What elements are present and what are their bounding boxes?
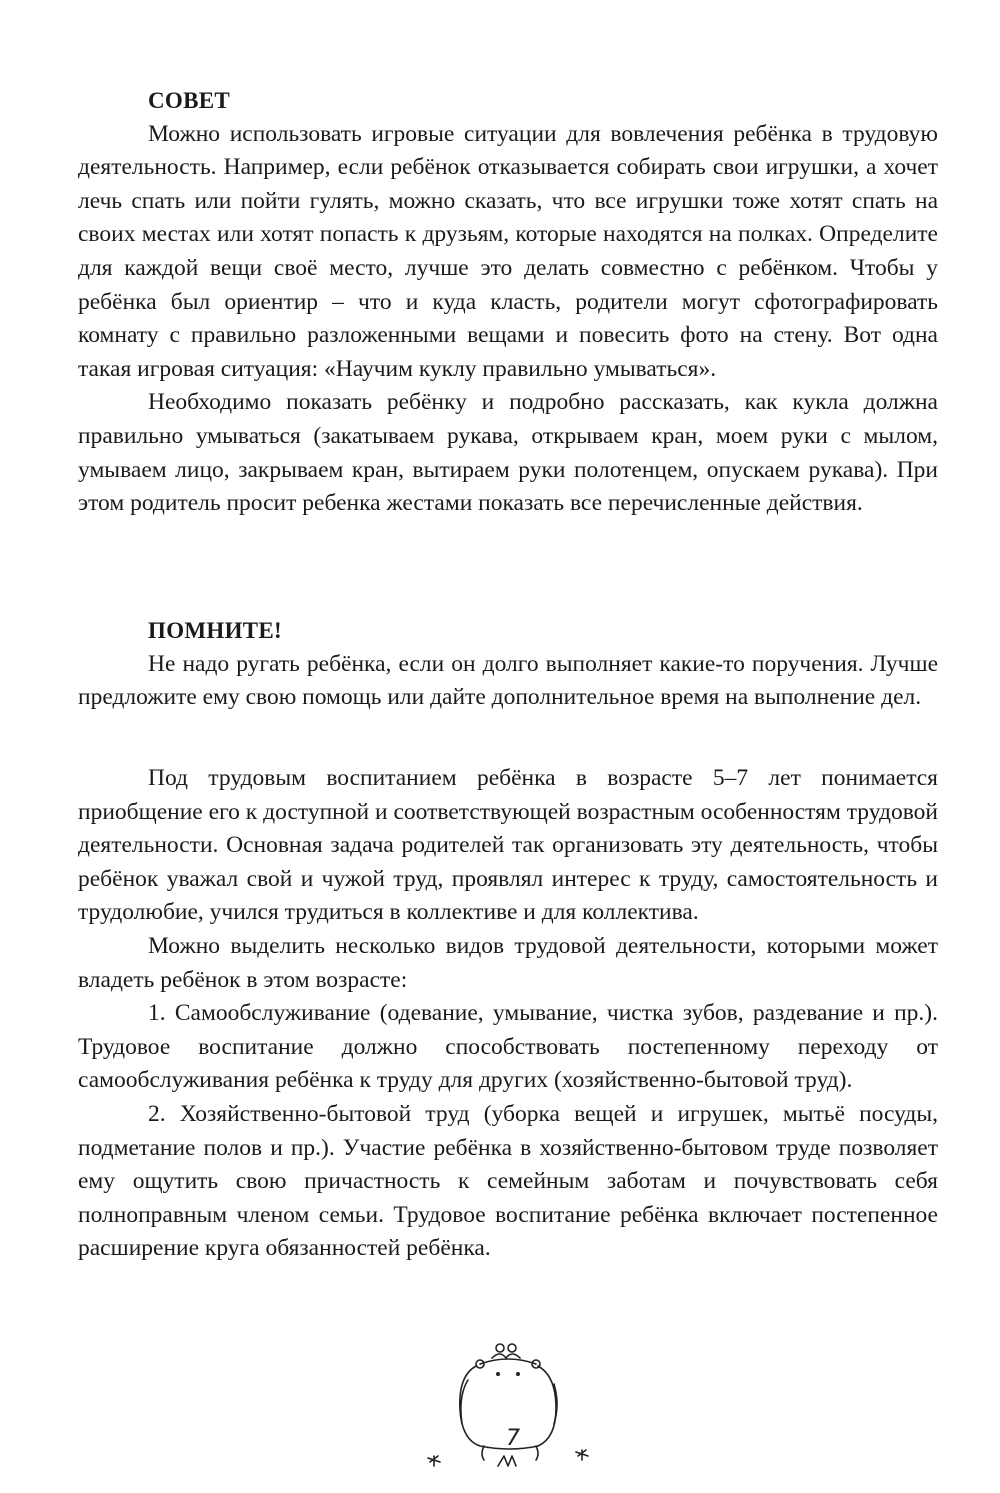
tip-heading: СОВЕТ (148, 88, 231, 113)
page-number: 7 (506, 1426, 520, 1451)
body-paragraph: Под трудовым воспитанием ребёнка в возрасте 5–7 лет понимается приобщение его к доступной и соответствующей возрастным особенностям трудовой деятельности. Основная задача родителей так организовать эту деятельность, чтобы ребёнок уважал свой и чужой труд, проявлял интерес к труду, самостоятельность и трудолюбие, учился трудиться в коллективе и для коллектива. (78, 765, 938, 926)
remember-section (78, 614, 938, 715)
tip-paragraph: Необходимо показать ребёнку и подробно рассказать, как кукла должна правильно умываться (закатываем рукава, открываем кран, моем руки с мылом, умываем лицо, закрываем кран, вытираем руки полотенцем, опускаем рукава). При этом родитель просит ребенка жестами показать все перечисленные действия. (78, 389, 938, 517)
frog-purse-doodle-icon (418, 1340, 598, 1480)
tip-section (78, 84, 938, 521)
tip-paragraph: Можно использовать игровые ситуации для вовлечения ребёнка в трудовую деятельность. Например, если ребёнок отказывается собирать свои игрушки, а хочет лечь спать или пойти гулять, можно сказать, что все игрушки тоже хотят спать на своих местах или хотят попасть к друзьям, которые находятся на полках. Определите для каждой вещи своё место, лучше это делать совместно с ребёнком. Чтобы у ребёнка был ориентир – что и куда класть, родители могут сфотографировать комнату с правильно разложенными вещами и повесить фото на стену. Вот одна такая игровая ситуация: «Научим куклу правильно умываться». (78, 120, 938, 382)
body-paragraph: Можно выделить несколько видов трудовой деятельности, которыми может владеть ребёнок в этом возрасте: (78, 932, 938, 993)
main-text-section (78, 762, 938, 1266)
list-item: 2. Хозяйственно-бытовой труд (уборка вещей и игрушек, мытьё посуды, подметание полов и пр.). Участие ребёнка в хозяйственно-бытовом труде позволяет ему ощутить свою причастность к семейным заботам и почувствовать себя полноправным членом семьи. Трудовое воспитание ребёнка включает постепенное расширение круга обязанностей ребёнка. (78, 1100, 938, 1262)
list-item: 1. Самообслуживание (одевание, умывание, чистка зубов, раздевание и пр.). Трудовое воспитание должно способствовать постепенному переходу от самообслуживания ребёнка к труду для других (хозяйственно-бытовой труд). (78, 1000, 938, 1094)
remember-heading: ПОМНИТЕ! (148, 618, 283, 643)
remember-paragraph: Не надо ругать ребёнка, если он долго выполняет какие-то поручения. Лучше предложите ему свою помощь или дайте дополнительное время на выполнение дел. (78, 650, 938, 711)
